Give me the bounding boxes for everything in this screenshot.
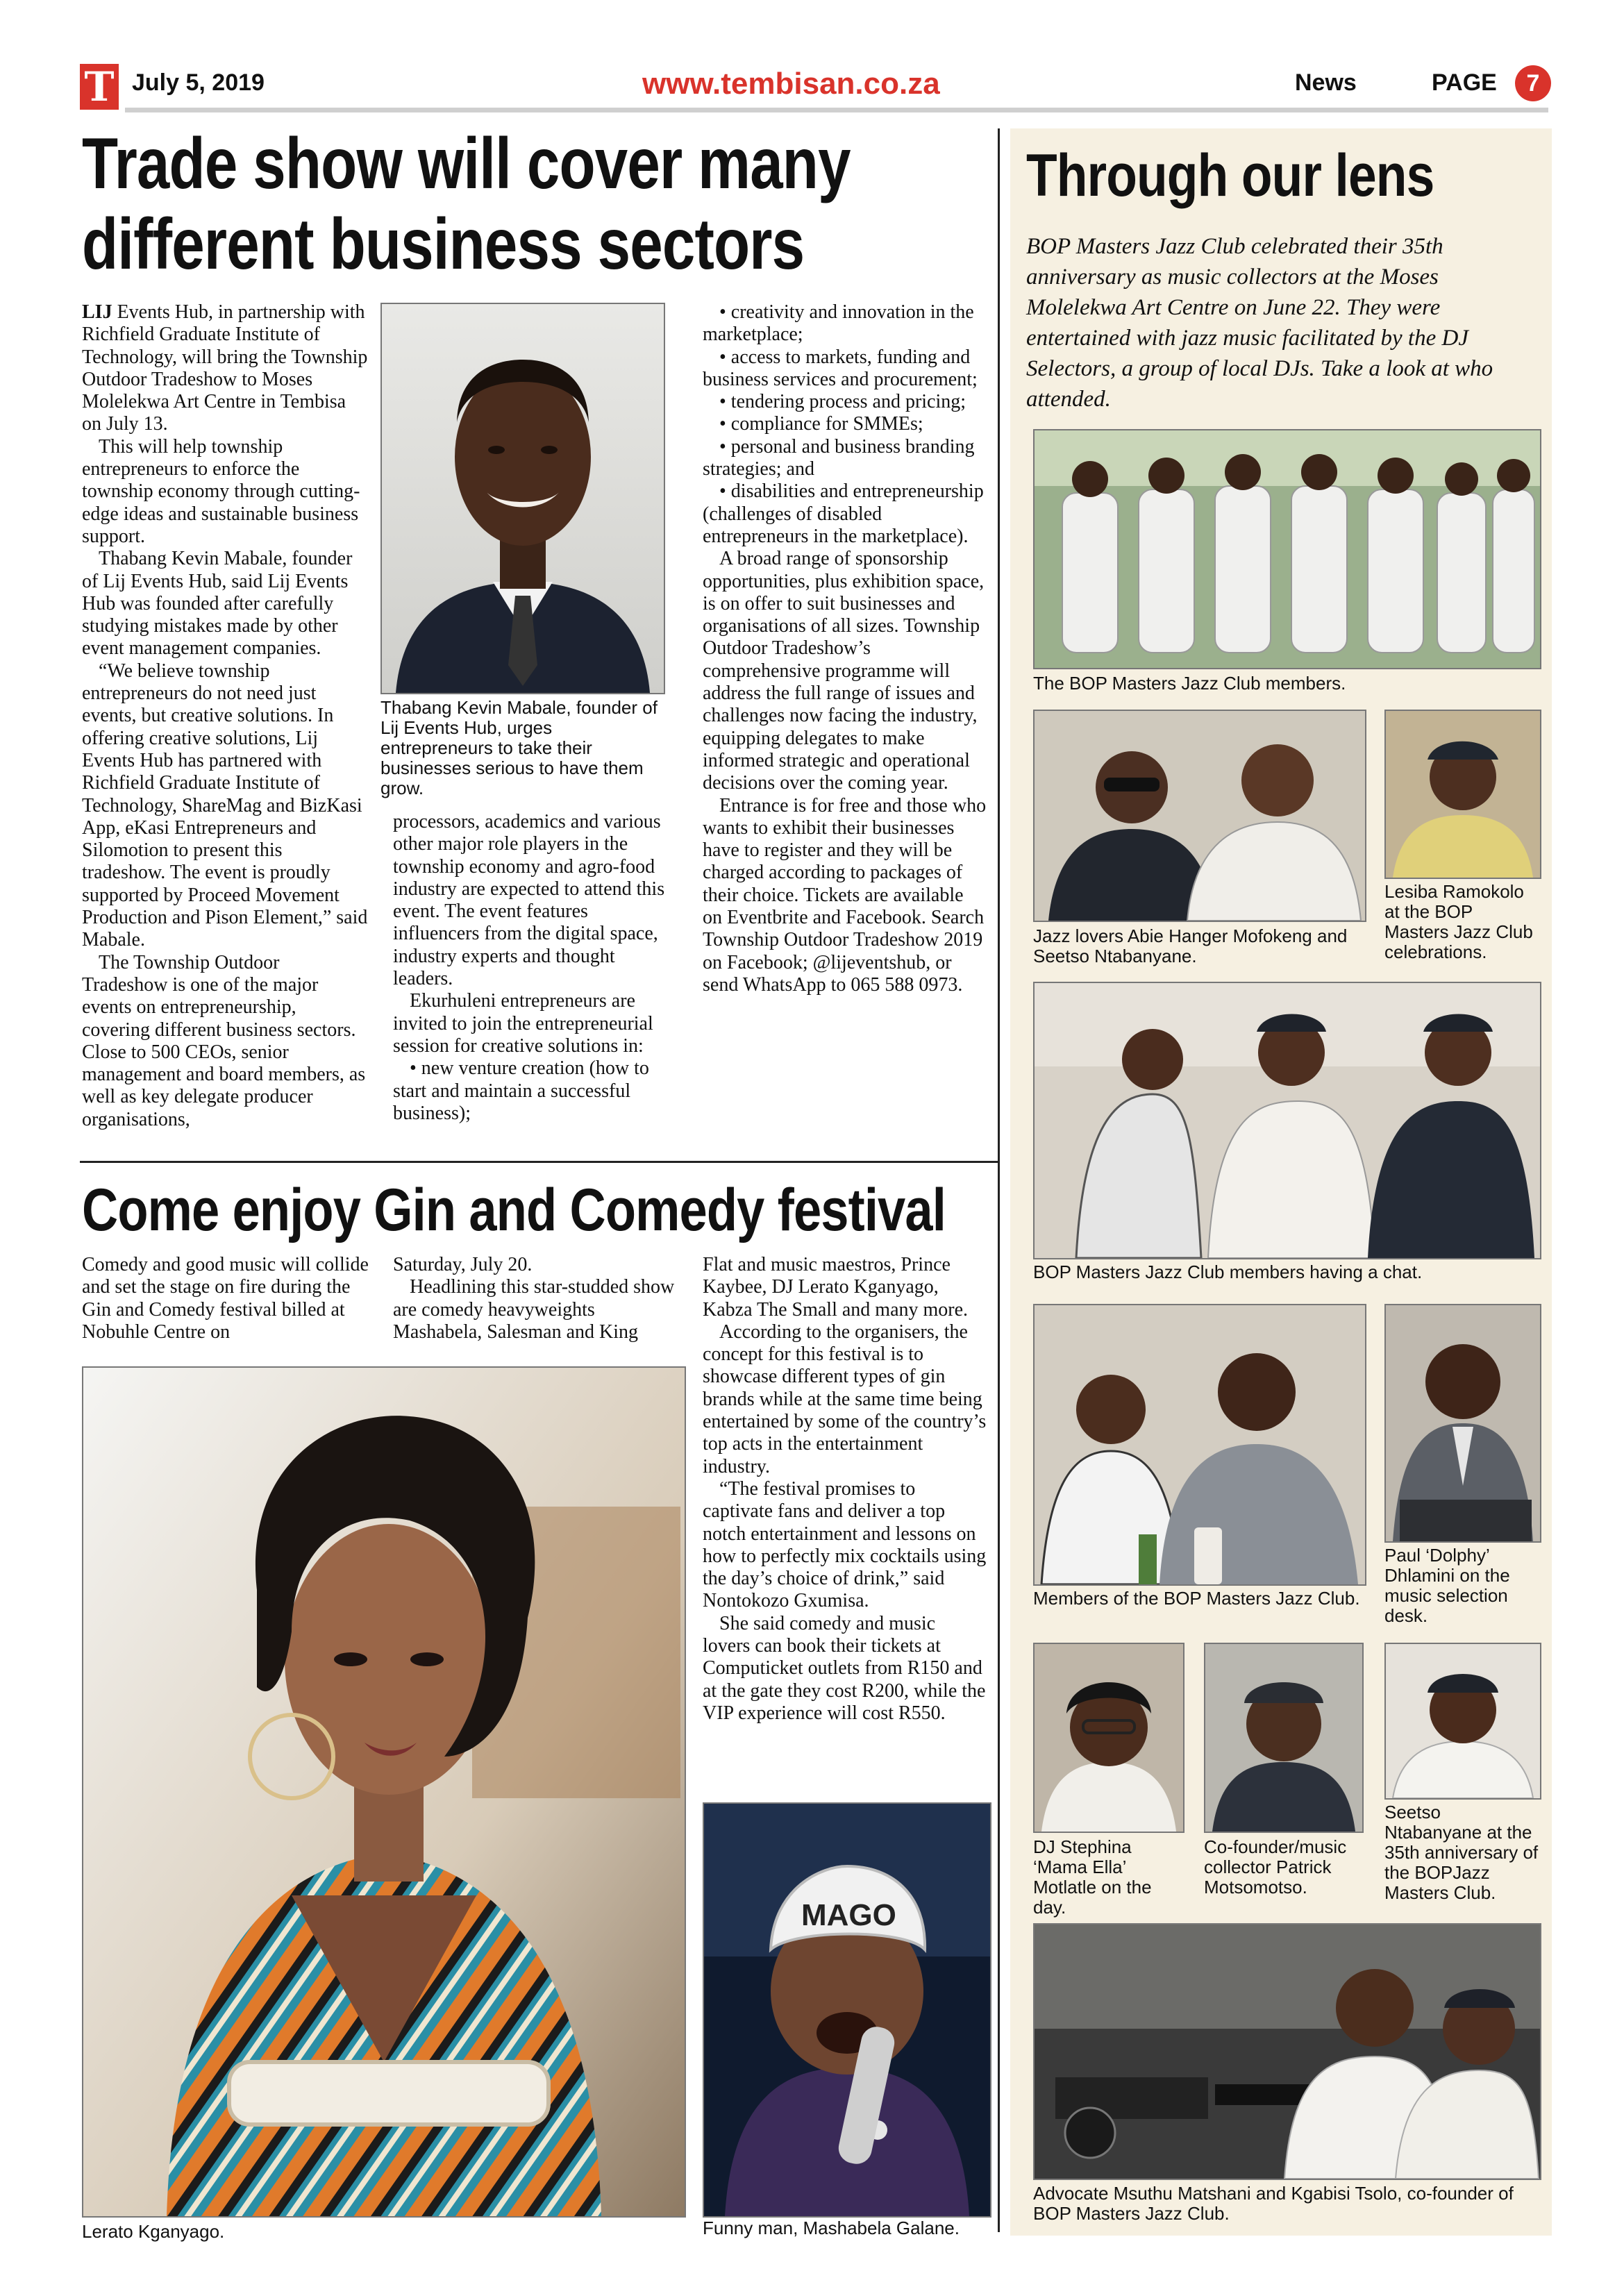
patrick-motsomotso-photo bbox=[1204, 1643, 1364, 1833]
caption-paul: Paul ‘Dolphy’ Dhlamini on the music selection desk. bbox=[1384, 1545, 1510, 1626]
caption-seetso: Seetso Ntabanyane at the 35th anniversary of the BOPJazz Masters Club. bbox=[1384, 1802, 1539, 1903]
lerato-kganyago-photo bbox=[82, 1366, 686, 2218]
article1-headline bbox=[82, 124, 1004, 285]
mabale-portrait-photo bbox=[380, 303, 665, 694]
article1-paragraph: Entrance is for free and those who wants to exhibit their businesses have to register and they will be charged according to packages of their choice. Tickets are available on Eventbrite and Facebook. Search Township Outdoor Tradeshow 2019 on Facebook; @lijeventshub, or send WhatsApp to 065 588 0973. bbox=[703, 794, 987, 996]
header-rule bbox=[125, 108, 1548, 112]
article2-column-1 bbox=[82, 1254, 372, 1343]
jazz-lovers-photo bbox=[1033, 710, 1366, 922]
article1-paragraph: • new venture creation (how to start and maintain a successful business); bbox=[393, 1057, 649, 1124]
members-club-photo bbox=[1033, 1304, 1366, 1586]
issue-date: July 5, 2019 bbox=[132, 69, 265, 96]
caption-chat: BOP Masters Jazz Club members having a chat. bbox=[1033, 1262, 1423, 1282]
caption-members-club: Members of the BOP Masters Jazz Club. bbox=[1033, 1588, 1360, 1609]
article1-headline-line2: different business sectors bbox=[82, 204, 805, 285]
seetso-ntabanyane-photo bbox=[1384, 1643, 1541, 1800]
article1-paragraph: “We believe township entrepreneurs do not need just events, but creative solutions. In offering creative solutions, Lij Events Hub has partnered with Richfield Graduate Institute of Technology, ShareMag and BizKasi App, eKasi Entrepreneurs and Silomotion to present this tradeshow. The event is proudly supported by Proceed Movement Production and Pison Element,” said Mabale. bbox=[82, 660, 368, 951]
article-separator bbox=[80, 1161, 1000, 1163]
article1-headline-line1: Trade show will cover many bbox=[82, 124, 851, 204]
article1-paragraph: The Township Outdoor Tradeshow is one of the major events on entrepreneurship, covering different business sectors. Close to 500 CEOs, senior management and board members, as well as key delegate producer organisations, bbox=[82, 951, 366, 1130]
article1-paragraph bbox=[82, 301, 368, 436]
members-chat-photo bbox=[1033, 982, 1541, 1259]
caption-patrick: Co-founder/music collector Patrick Motsomotso. bbox=[1204, 1836, 1347, 1897]
page-label: PAGE bbox=[1432, 69, 1497, 96]
article1-bullet: • personal and business branding strategies; and bbox=[703, 435, 975, 480]
cap-brand-text: MAGO bbox=[801, 1898, 896, 1932]
dj-stephina-photo bbox=[1033, 1643, 1184, 1833]
jazz-club-members-photo bbox=[1033, 429, 1541, 669]
article1-paragraph: Thabang Kevin Mabale, founder of Lij Events Hub, said Lij Events Hub was founded after carefully studying mistakes made by other event management companies. bbox=[82, 548, 353, 660]
website-url[interactable]: www.tembisan.co.za bbox=[642, 67, 940, 101]
caption-jazz-lovers: Jazz lovers Abie Hanger Mofokeng and Seetso Ntabanyane. bbox=[1033, 925, 1348, 966]
page-number-badge: 7 bbox=[1515, 65, 1551, 101]
mashabela-photo-caption: Funny man, Mashabela Galane. bbox=[703, 2218, 960, 2238]
article1-paragraph: Ekurhuleni entrepreneurs are invited to join the entrepreneurial session for creative solutions in: bbox=[393, 990, 653, 1057]
article2-paragraph: Saturday, July 20. bbox=[393, 1254, 533, 1275]
article1-column-2 bbox=[393, 811, 678, 1125]
mashabela-galane-photo bbox=[703, 1802, 991, 2218]
caption-members: The BOP Masters Jazz Club members. bbox=[1033, 673, 1346, 694]
article2-column-2 bbox=[393, 1254, 678, 1343]
article1-bullet: • creativity and innovation in the marketplace; bbox=[703, 301, 974, 346]
article1-paragraph: processors, academics and various other major role players in the township economy and agro-food industry are expected to attend this event. The event features influencers from the digital space, industry experts and thought leaders. bbox=[393, 811, 665, 990]
article2-paragraph: Comedy and good music will collide and set the stage on fire during the Gin and Comedy festival billed at Nobuhle Centre on bbox=[82, 1254, 369, 1343]
lerato-photo-caption: Lerato Kganyago. bbox=[82, 2221, 225, 2242]
caption-dj-stephina: DJ Stephina ‘Mama Ella’ Motlatle on the day. bbox=[1033, 1836, 1152, 1918]
article1-column-3 bbox=[703, 301, 987, 996]
caption-lesiba: Lesiba Ramokolo at the BOP Masters Jazz Club celebrations. bbox=[1384, 881, 1533, 962]
article2-paragraph: Headlining this star-studded show are comedy heavyweights Mashabela, Salesman and King bbox=[393, 1276, 675, 1343]
article1-bullet: • access to markets, funding and business services and procurement; bbox=[703, 346, 978, 390]
article1-paragraph: This will help township entrepreneurs to enforce the township economy through cutting-edge ideas and sustainable business support. bbox=[82, 435, 360, 547]
article1-lead-word: LIJ bbox=[82, 301, 112, 323]
article1-bullet: • disabilities and entrepreneurship (challenges of disabled entrepreneurs in the marketplace). bbox=[703, 480, 984, 547]
article2-headline: Come enjoy Gin and Comedy festival bbox=[82, 1177, 946, 1243]
mabale-photo-caption: Thabang Kevin Mabale, founder of Lij Events Hub, urges entrepreneurs to take their businesses serious to have them grow. bbox=[380, 697, 658, 798]
tembisan-logo: T bbox=[80, 64, 119, 110]
advocate-and-cofounder-photo bbox=[1033, 1923, 1541, 2180]
article2-paragraph: “The festival promises to captivate fans and deliver a top notch entertainment and lessons on how to perfectly mix cocktails using the day’s choice of drink,” said Nontokozo Gxumisa. bbox=[703, 1477, 987, 1612]
sidebar-title: Through our lens bbox=[1026, 142, 1434, 209]
sidebar-intro: BOP Masters Jazz Club celebrated their 35th anniversary as music collectors at the Moses Molelekwa Art Centre on June 22. They were entertained with jazz music facilitated by the DJ Selectors, a group of local DJs. Take a look at who attended. bbox=[1026, 234, 1493, 412]
article2-column-3 bbox=[703, 1254, 987, 1725]
article2-paragraph: She said comedy and music lovers can book their tickets at Computicket outlets from R150 and at the gate they cost R200, while the VIP experience will cost R550. bbox=[703, 1612, 986, 1724]
article2-paragraph: Flat and music maestros, Prince Kaybee, DJ Lerato Kganyago, Kabza The Small and many more. bbox=[703, 1254, 969, 1321]
article1-paragraph-text: Events Hub, in partnership with Richfield Graduate Institute of Technology, will bring the Township Outdoor Tradeshow to Moses Molelekwa Art Centre in Tembisa on July 13. bbox=[82, 301, 368, 435]
paul-dhlamini-photo bbox=[1384, 1304, 1541, 1543]
article2-paragraph: According to the organisers, the concept for this festival is to showcase different types of gin brands while at the same time being entertained by some of the country’s top acts in the entertainment industry. bbox=[703, 1321, 987, 1477]
article1-bullet: • compliance for SMMEs; bbox=[719, 413, 923, 435]
article1-bullet: • tendering process and pricing; bbox=[719, 391, 966, 413]
section-label: News bbox=[1295, 69, 1357, 96]
lesiba-ramokolo-photo bbox=[1384, 710, 1541, 879]
caption-advocate: Advocate Msuthu Matshani and Kgabisi Tsolo, co-founder of BOP Masters Jazz Club. bbox=[1033, 2183, 1514, 2224]
article1-column-1 bbox=[82, 301, 368, 1131]
article1-paragraph: A broad range of sponsorship opportunities, plus exhibition space, is on offer to suit businesses and organisations of all sizes. Township Outdoor Tradeshow’s comprehensive programme will address the full range of issues and challenges now facing the industry, equipping delegates to make informed strategic and operational decisions over the coming year. bbox=[703, 548, 985, 794]
